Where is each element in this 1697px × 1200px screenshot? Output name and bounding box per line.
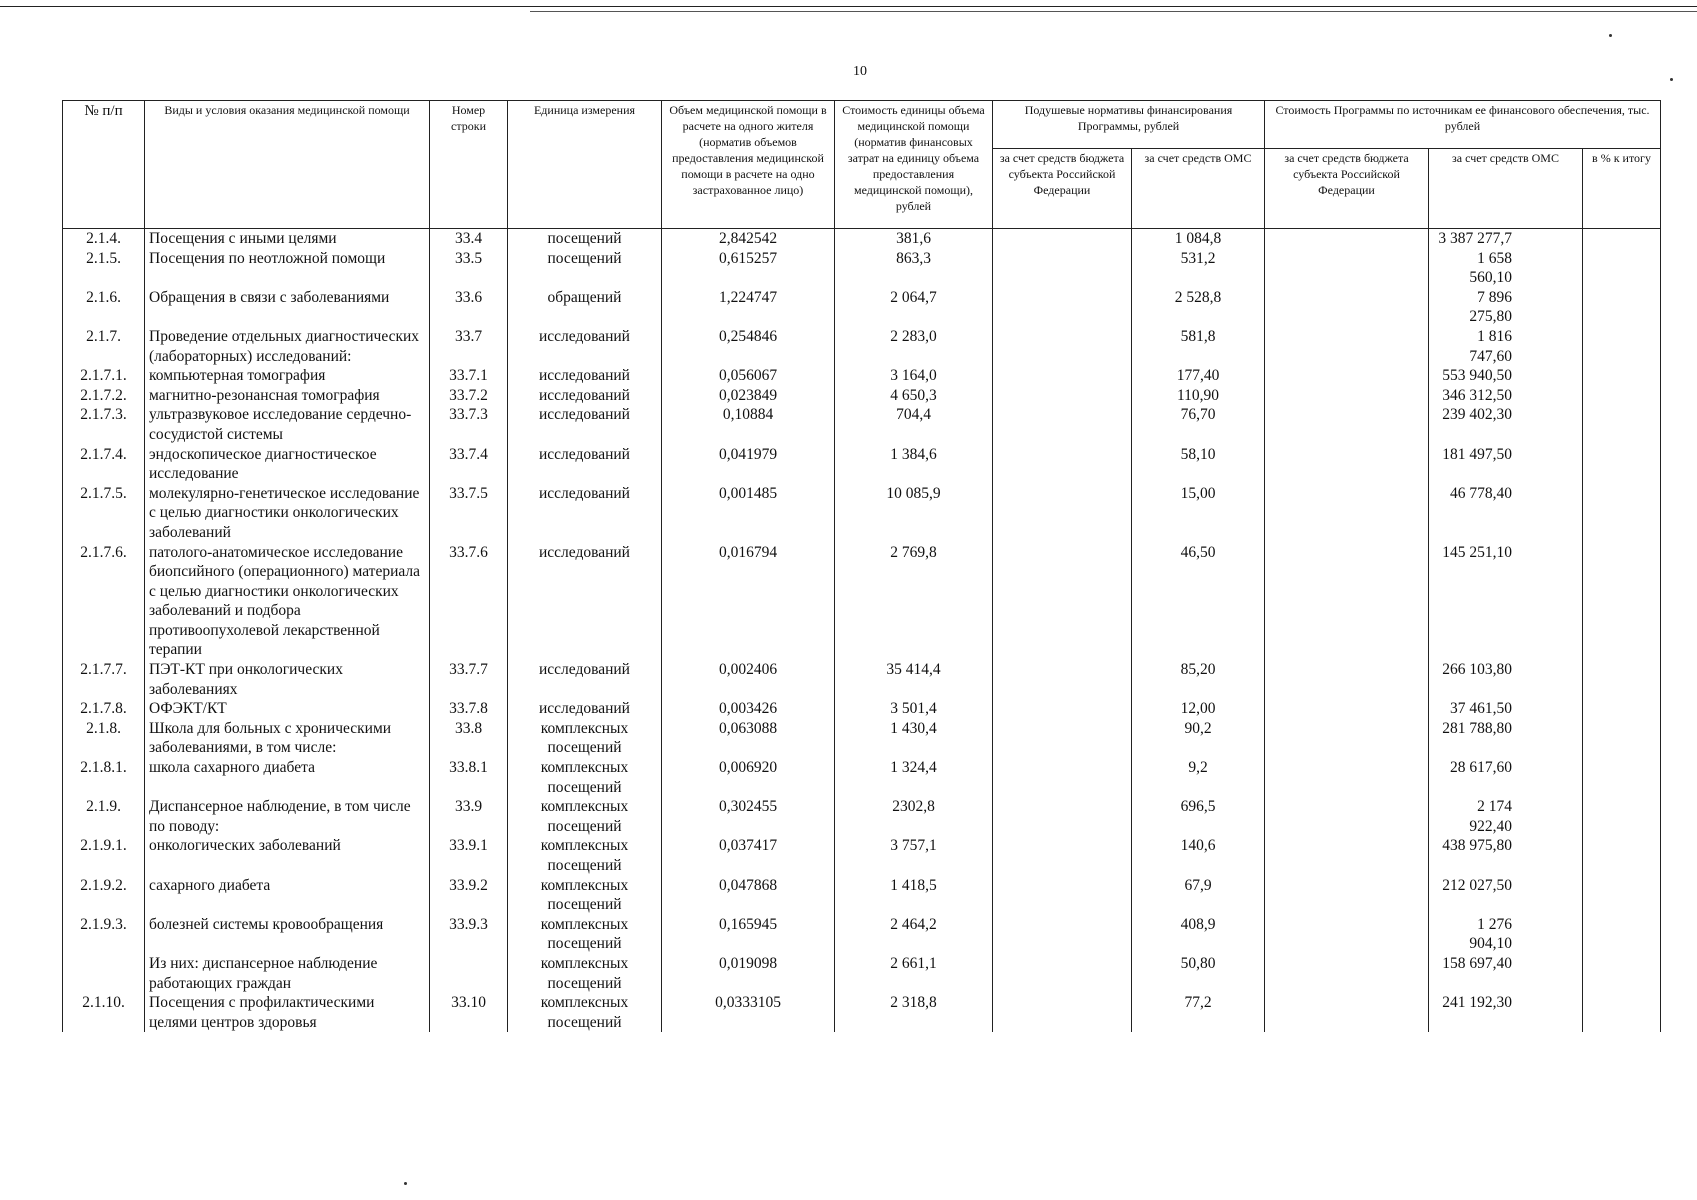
row-per-capita-oms: 90,2 <box>1132 719 1265 758</box>
table-row <box>63 836 1661 875</box>
row-cost-pct <box>1583 445 1661 484</box>
table-row <box>63 993 1661 1032</box>
row-cost-pct <box>1583 915 1661 954</box>
header-per-capita: Подушевые нормативы финансирования Программы, рублей <box>993 101 1265 149</box>
row-line: 33.7 <box>430 327 508 366</box>
row-line: 33.7.8 <box>430 699 508 719</box>
row-unit-cost: 2302,8 <box>835 797 993 836</box>
row-per-capita-budget <box>993 543 1132 661</box>
row-line: 33.5 <box>430 249 508 288</box>
row-cost-pct <box>1583 543 1661 661</box>
row-unit: посещений <box>508 229 662 249</box>
row-cost-oms: 438 975,80 <box>1429 836 1583 875</box>
row-cost-oms: 46 778,40 <box>1429 484 1583 543</box>
row-number <box>63 954 145 993</box>
row-name: сахарного диабета <box>145 876 430 915</box>
row-cost-budget <box>1265 954 1429 993</box>
row-cost-pct <box>1583 954 1661 993</box>
table-row <box>63 719 1661 758</box>
row-cost-budget <box>1265 484 1429 543</box>
row-cost-pct <box>1583 405 1661 444</box>
row-unit: исследований <box>508 660 662 699</box>
header-volume: Объем медицинской помощи в расчете на одного жителя (норматив объемов предоставления медицинской помощи в расчете на одно застрахованное лицо) <box>662 101 835 229</box>
row-volume: 0,041979 <box>662 445 835 484</box>
row-unit-cost: 2 283,0 <box>835 327 993 366</box>
row-cost-oms: 1 276 904,10 <box>1429 915 1583 954</box>
row-per-capita-budget <box>993 797 1132 836</box>
table-row <box>63 405 1661 444</box>
row-name: патолого-анатомическое исследование биопсийного (операционного) материала с целью диагностики онкологических заболеваний и подбора противоопухолевой лекарственной терапии <box>145 543 430 661</box>
row-unit: комплексных посещений <box>508 993 662 1032</box>
row-number: 2.1.10. <box>63 993 145 1032</box>
row-line: 33.7.2 <box>430 386 508 406</box>
row-line: 33.7.6 <box>430 543 508 661</box>
row-name: Из них: диспансерное наблюдение работающих граждан <box>145 954 430 993</box>
row-cost-oms: 346 312,50 <box>1429 386 1583 406</box>
row-unit: комплексных посещений <box>508 836 662 875</box>
row-per-capita-budget <box>993 758 1132 797</box>
row-per-capita-oms: 408,9 <box>1132 915 1265 954</box>
row-line <box>430 954 508 993</box>
row-name: магнитно-резонансная томография <box>145 386 430 406</box>
row-name: Школа для больных с хроническими заболеваниями, в том числе: <box>145 719 430 758</box>
row-unit-cost: 863,3 <box>835 249 993 288</box>
row-unit: комплексных посещений <box>508 915 662 954</box>
row-name: Диспансерное наблюдение, в том числе по поводу: <box>145 797 430 836</box>
row-per-capita-budget <box>993 249 1132 288</box>
row-number: 2.1.9. <box>63 797 145 836</box>
row-number: 2.1.7.2. <box>63 386 145 406</box>
row-number: 2.1.7.1. <box>63 366 145 386</box>
row-cost-oms: 37 461,50 <box>1429 699 1583 719</box>
row-unit-cost: 1 384,6 <box>835 445 993 484</box>
row-unit-cost: 3 501,4 <box>835 699 993 719</box>
row-cost-oms: 241 192,30 <box>1429 993 1583 1032</box>
row-unit: исследований <box>508 543 662 661</box>
row-number: 2.1.9.1. <box>63 836 145 875</box>
header-unit: Единица измерения <box>508 101 662 229</box>
row-per-capita-budget <box>993 660 1132 699</box>
row-unit-cost: 2 464,2 <box>835 915 993 954</box>
row-per-capita-budget <box>993 405 1132 444</box>
table-row <box>63 876 1661 915</box>
row-per-capita-budget <box>993 719 1132 758</box>
row-cost-pct <box>1583 249 1661 288</box>
row-volume: 2,842542 <box>662 229 835 249</box>
table-row <box>63 445 1661 484</box>
row-per-capita-oms: 50,80 <box>1132 954 1265 993</box>
row-cost-budget <box>1265 366 1429 386</box>
row-cost-oms: 3 387 277,7 <box>1429 229 1583 249</box>
row-cost-oms: 1 658 560,10 <box>1429 249 1583 288</box>
header-cost-pct: в % к итогу <box>1583 149 1661 229</box>
row-volume: 0,254846 <box>662 327 835 366</box>
row-cost-oms: 158 697,40 <box>1429 954 1583 993</box>
row-cost-budget <box>1265 543 1429 661</box>
row-cost-oms: 181 497,50 <box>1429 445 1583 484</box>
row-per-capita-budget <box>993 876 1132 915</box>
row-volume: 0,063088 <box>662 719 835 758</box>
row-unit-cost: 1 430,4 <box>835 719 993 758</box>
row-unit: комплексных посещений <box>508 797 662 836</box>
row-name: школа сахарного диабета <box>145 758 430 797</box>
row-cost-pct <box>1583 288 1661 327</box>
table-row <box>63 366 1661 386</box>
row-per-capita-oms: 46,50 <box>1132 543 1265 661</box>
row-per-capita-oms: 140,6 <box>1132 836 1265 875</box>
row-per-capita-budget <box>993 366 1132 386</box>
row-volume: 1,224747 <box>662 288 835 327</box>
row-cost-budget <box>1265 915 1429 954</box>
row-unit-cost: 1 324,4 <box>835 758 993 797</box>
row-line: 33.7.7 <box>430 660 508 699</box>
row-per-capita-budget <box>993 445 1132 484</box>
row-number: 2.1.4. <box>63 229 145 249</box>
row-line: 33.8.1 <box>430 758 508 797</box>
row-per-capita-oms: 76,70 <box>1132 405 1265 444</box>
row-cost-pct <box>1583 699 1661 719</box>
row-cost-oms: 145 251,10 <box>1429 543 1583 661</box>
row-volume: 0,056067 <box>662 366 835 386</box>
row-cost-pct <box>1583 484 1661 543</box>
row-cost-budget <box>1265 876 1429 915</box>
row-cost-pct <box>1583 660 1661 699</box>
row-line: 33.7.1 <box>430 366 508 386</box>
row-line: 33.4 <box>430 229 508 249</box>
row-cost-budget <box>1265 719 1429 758</box>
row-cost-budget <box>1265 249 1429 288</box>
row-unit: комплексных посещений <box>508 876 662 915</box>
row-cost-budget <box>1265 660 1429 699</box>
row-cost-budget <box>1265 758 1429 797</box>
row-unit: посещений <box>508 249 662 288</box>
header-per-capita-oms: за счет средств ОМС <box>1132 149 1265 229</box>
table-row <box>63 249 1661 288</box>
row-unit-cost: 3 757,1 <box>835 836 993 875</box>
row-number: 2.1.7.7. <box>63 660 145 699</box>
header-cost: Стоимость Программы по источникам ее финансового обеспечения, тыс. рублей <box>1265 101 1661 149</box>
row-per-capita-oms: 12,00 <box>1132 699 1265 719</box>
row-unit: исследований <box>508 386 662 406</box>
row-cost-budget <box>1265 327 1429 366</box>
row-cost-oms: 266 103,80 <box>1429 660 1583 699</box>
row-unit: исследований <box>508 366 662 386</box>
row-name: болезней системы кровообращения <box>145 915 430 954</box>
row-cost-oms: 7 896 275,80 <box>1429 288 1583 327</box>
row-volume: 0,006920 <box>662 758 835 797</box>
row-volume: 0,001485 <box>662 484 835 543</box>
row-cost-oms: 239 402,30 <box>1429 405 1583 444</box>
row-cost-oms: 1 816 747,60 <box>1429 327 1583 366</box>
row-volume: 0,003426 <box>662 699 835 719</box>
header-line: Номер строки <box>430 101 508 229</box>
row-per-capita-oms: 581,8 <box>1132 327 1265 366</box>
row-line: 33.7.4 <box>430 445 508 484</box>
header-per-capita-budget: за счет средств бюджета субъекта Российской Федерации <box>993 149 1132 229</box>
table-row <box>63 229 1661 249</box>
row-volume: 0,615257 <box>662 249 835 288</box>
row-per-capita-oms: 696,5 <box>1132 797 1265 836</box>
row-unit: исследований <box>508 405 662 444</box>
row-line: 33.6 <box>430 288 508 327</box>
row-volume: 0,0333105 <box>662 993 835 1032</box>
header-cost-oms: за счет средств ОМС <box>1429 149 1583 229</box>
row-volume: 0,037417 <box>662 836 835 875</box>
row-cost-budget <box>1265 836 1429 875</box>
row-unit-cost: 2 064,7 <box>835 288 993 327</box>
row-cost-oms: 28 617,60 <box>1429 758 1583 797</box>
table-row <box>63 327 1661 366</box>
row-per-capita-oms: 15,00 <box>1132 484 1265 543</box>
top-rule <box>0 6 1697 7</box>
row-unit-cost: 2 318,8 <box>835 993 993 1032</box>
row-cost-pct <box>1583 836 1661 875</box>
row-volume: 0,023849 <box>662 386 835 406</box>
row-per-capita-budget <box>993 836 1132 875</box>
row-unit: комплексных посещений <box>508 758 662 797</box>
header-cost-budget: за счет средств бюджета субъекта Российской Федерации <box>1265 149 1429 229</box>
row-unit-cost: 1 418,5 <box>835 876 993 915</box>
row-cost-pct <box>1583 229 1661 249</box>
table-row <box>63 484 1661 543</box>
row-unit-cost: 2 661,1 <box>835 954 993 993</box>
row-number: 2.1.7.3. <box>63 405 145 444</box>
row-unit-cost: 704,4 <box>835 405 993 444</box>
table-row <box>63 758 1661 797</box>
row-per-capita-budget <box>993 484 1132 543</box>
row-name: ОФЭКТ/КТ <box>145 699 430 719</box>
row-volume: 0,047868 <box>662 876 835 915</box>
row-name: Проведение отдельных диагностических (лабораторных) исследований: <box>145 327 430 366</box>
row-cost-budget <box>1265 445 1429 484</box>
row-unit-cost: 381,6 <box>835 229 993 249</box>
row-cost-budget <box>1265 797 1429 836</box>
header-kind: Виды и условия оказания медицинской помощи <box>145 101 430 229</box>
row-line: 33.9.2 <box>430 876 508 915</box>
row-unit-cost: 10 085,9 <box>835 484 993 543</box>
page-number: 10 <box>853 64 867 79</box>
row-name: Посещения по неотложной помощи <box>145 249 430 288</box>
row-cost-oms: 212 027,50 <box>1429 876 1583 915</box>
row-per-capita-budget <box>993 229 1132 249</box>
row-per-capita-oms: 67,9 <box>1132 876 1265 915</box>
row-number: 2.1.5. <box>63 249 145 288</box>
row-cost-budget <box>1265 405 1429 444</box>
row-cost-pct <box>1583 366 1661 386</box>
table-row <box>63 386 1661 406</box>
table-body <box>63 229 1661 1033</box>
row-name: ультразвуковое исследование сердечно-сосудистой системы <box>145 405 430 444</box>
row-number: 2.1.7. <box>63 327 145 366</box>
table-row <box>63 915 1661 954</box>
row-volume: 0,019098 <box>662 954 835 993</box>
row-cost-budget <box>1265 229 1429 249</box>
row-unit-cost: 35 414,4 <box>835 660 993 699</box>
row-unit: комплексных посещений <box>508 954 662 993</box>
row-unit-cost: 4 650,3 <box>835 386 993 406</box>
row-per-capita-budget <box>993 993 1132 1032</box>
row-cost-pct <box>1583 993 1661 1032</box>
row-cost-oms: 553 940,50 <box>1429 366 1583 386</box>
row-per-capita-budget <box>993 699 1132 719</box>
row-number: 2.1.9.3. <box>63 915 145 954</box>
row-name: онкологических заболеваний <box>145 836 430 875</box>
row-cost-oms: 2 174 922,40 <box>1429 797 1583 836</box>
row-cost-budget <box>1265 993 1429 1032</box>
row-line: 33.9.1 <box>430 836 508 875</box>
table-row <box>63 288 1661 327</box>
row-per-capita-oms: 531,2 <box>1132 249 1265 288</box>
row-unit: обращений <box>508 288 662 327</box>
row-number: 2.1.9.2. <box>63 876 145 915</box>
row-line: 33.7.5 <box>430 484 508 543</box>
row-number: 2.1.7.6. <box>63 543 145 661</box>
row-per-capita-oms: 9,2 <box>1132 758 1265 797</box>
row-per-capita-budget <box>993 288 1132 327</box>
row-per-capita-oms: 85,20 <box>1132 660 1265 699</box>
row-unit: исследований <box>508 445 662 484</box>
table-row <box>63 543 1661 661</box>
row-per-capita-budget <box>993 327 1132 366</box>
row-number: 2.1.7.4. <box>63 445 145 484</box>
row-per-capita-oms: 2 528,8 <box>1132 288 1265 327</box>
row-unit-cost: 2 769,8 <box>835 543 993 661</box>
row-volume: 0,016794 <box>662 543 835 661</box>
row-line: 33.10 <box>430 993 508 1032</box>
row-line: 33.9 <box>430 797 508 836</box>
row-number: 2.1.8. <box>63 719 145 758</box>
row-unit: исследований <box>508 699 662 719</box>
program-cost-table <box>62 100 1661 1032</box>
row-name: молекулярно-генетическое исследование с целью диагностики онкологических заболеваний <box>145 484 430 543</box>
table-row <box>63 660 1661 699</box>
top-rule-secondary <box>530 11 1697 12</box>
row-cost-budget <box>1265 699 1429 719</box>
row-number: 2.1.6. <box>63 288 145 327</box>
row-per-capita-budget <box>993 954 1132 993</box>
row-unit: исследований <box>508 484 662 543</box>
row-number: 2.1.8.1. <box>63 758 145 797</box>
row-cost-pct <box>1583 719 1661 758</box>
row-cost-pct <box>1583 758 1661 797</box>
row-cost-oms: 281 788,80 <box>1429 719 1583 758</box>
row-name: Посещения с профилактическими целями центров здоровья <box>145 993 430 1032</box>
row-per-capita-budget <box>993 386 1132 406</box>
row-unit: исследований <box>508 327 662 366</box>
scan-speck <box>404 1182 407 1185</box>
row-volume: 0,10884 <box>662 405 835 444</box>
row-number: 2.1.7.5. <box>63 484 145 543</box>
table-row <box>63 699 1661 719</box>
scan-speck <box>1609 34 1612 37</box>
row-volume: 0,165945 <box>662 915 835 954</box>
row-per-capita-oms: 1 084,8 <box>1132 229 1265 249</box>
row-cost-pct <box>1583 386 1661 406</box>
row-name: эндоскопическое диагностическое исследование <box>145 445 430 484</box>
row-per-capita-budget <box>993 915 1132 954</box>
row-per-capita-oms: 110,90 <box>1132 386 1265 406</box>
table-row <box>63 954 1661 993</box>
row-line: 33.8 <box>430 719 508 758</box>
row-cost-budget <box>1265 288 1429 327</box>
header-num: № п/п <box>63 101 145 229</box>
row-line: 33.7.3 <box>430 405 508 444</box>
row-line: 33.9.3 <box>430 915 508 954</box>
row-cost-budget <box>1265 386 1429 406</box>
row-name: компьютерная томография <box>145 366 430 386</box>
row-cost-pct <box>1583 876 1661 915</box>
row-cost-pct <box>1583 797 1661 836</box>
row-name: Обращения в связи с заболеваниями <box>145 288 430 327</box>
row-unit: комплексных посещений <box>508 719 662 758</box>
row-per-capita-oms: 77,2 <box>1132 993 1265 1032</box>
row-name: Посещения с иными целями <box>145 229 430 249</box>
row-name: ПЭТ-КТ при онкологических заболеваниях <box>145 660 430 699</box>
table-row <box>63 797 1661 836</box>
row-per-capita-oms: 58,10 <box>1132 445 1265 484</box>
row-cost-pct <box>1583 327 1661 366</box>
row-unit-cost: 3 164,0 <box>835 366 993 386</box>
header-unit-cost: Стоимость единицы объема медицинской помощи (норматив финансовых затрат на единицу объема предоставления медицинской помощи), рублей <box>835 101 993 229</box>
row-number: 2.1.7.8. <box>63 699 145 719</box>
row-volume: 0,002406 <box>662 660 835 699</box>
row-per-capita-oms: 177,40 <box>1132 366 1265 386</box>
row-volume: 0,302455 <box>662 797 835 836</box>
